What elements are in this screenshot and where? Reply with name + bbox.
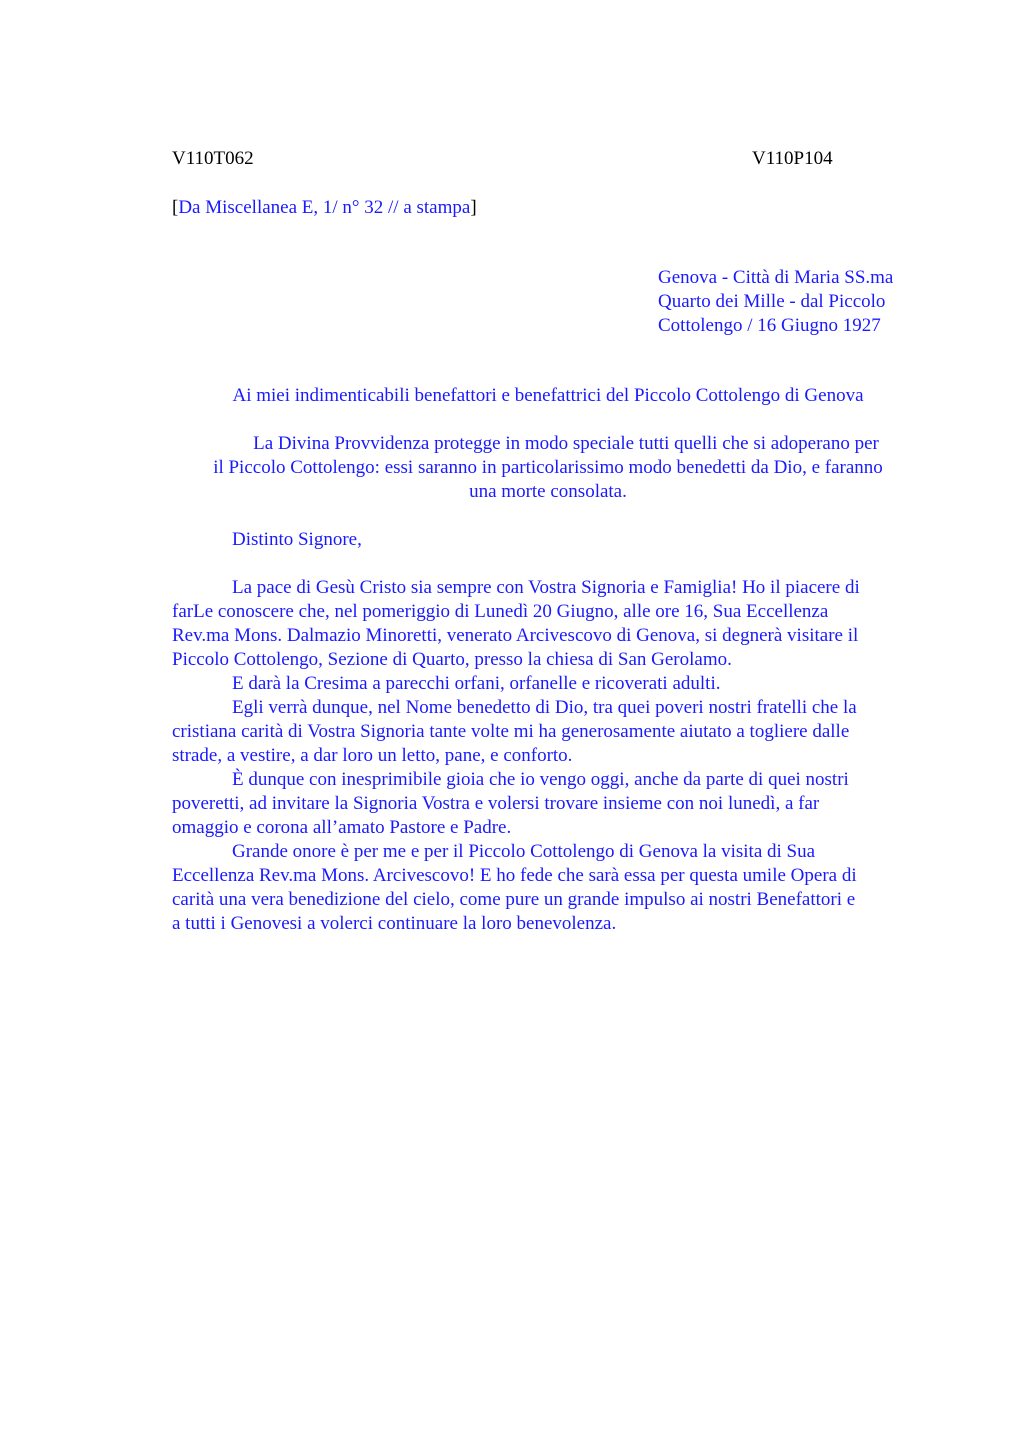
dedication-heading: Ai miei indimenticabili benefattori e benefattrici del Piccolo Cottolengo di Genova	[232, 385, 864, 406]
body-line: La pace di Gesù Cristo sia sempre con Vostra Signoria e Famiglia! Ho il piacere di	[232, 577, 860, 598]
body-line: poveretti, ad invitare la Signoria Vostra e volersi trovare insieme con noi lunedì, a far	[172, 793, 820, 814]
body-line: carità una vera benedizione del cielo, come pure un grande impulso ai nostri Benefattori e	[172, 889, 856, 910]
source-bracket-open: [	[172, 197, 179, 218]
motto-line: La Divina Provvidenza protegge in modo speciale tutti quelli che si adoperano per	[253, 433, 879, 454]
body-line: È dunque con inesprimibile gioia che io vengo oggi, anche da parte di quei nostri	[232, 769, 849, 790]
body-line: Rev.ma Mons. Dalmazio Minoretti, venerato Arcivescovo di Genova, si degnerà visitare il	[172, 625, 859, 646]
place-date-line: Quarto dei Mille - dal Piccolo	[658, 291, 886, 312]
body-line: Grande onore è per me e per il Piccolo Cottolengo di Genova la visita di Sua	[232, 841, 816, 862]
place-date-line: Genova - Città di Maria SS.ma	[658, 267, 894, 288]
source-bracket-close: ]	[470, 197, 477, 218]
motto-paragraph	[172, 432, 924, 504]
salutation: Distinto Signore,	[232, 529, 362, 550]
body-line: Piccolo Cottolengo, Sezione di Quarto, presso la chiesa di San Gerolamo.	[172, 649, 732, 670]
motto-line: il Piccolo Cottolengo: essi saranno in particolarissimo modo benedetti da Dio, e faranno	[213, 457, 883, 478]
body-line: a tutti i Genovesi a volerci continuare la loro benevolenza.	[172, 913, 617, 934]
body-line: omaggio e corona all’amato Pastore e Padre.	[172, 817, 512, 838]
document-code-right: V110P104	[752, 148, 833, 169]
body-line: E darà la Cresima a parecchi orfani, orfanelle e ricoverati adulti.	[232, 673, 721, 694]
body-line: Egli verrà dunque, nel Nome benedetto di Dio, tra quei poveri nostri fratelli che la	[232, 697, 857, 718]
body-line: farLe conoscere che, nel pomeriggio di Lunedì 20 Giugno, alle ore 16, Sua Eccellenza	[172, 601, 829, 622]
place-date-line: Cottolengo / 16 Giugno 1927	[658, 315, 881, 336]
source-note	[172, 196, 477, 220]
body-line: Eccellenza Rev.ma Mons. Arcivescovo! E ho fede che sarà essa per questa umile Opera di	[172, 865, 857, 886]
place-date-block	[658, 266, 938, 338]
motto-line: una morte consolata.	[469, 481, 627, 502]
letter-body	[172, 576, 924, 936]
body-line: strade, a vestire, a dar loro un letto, pane, e conforto.	[172, 745, 573, 766]
body-line: cristiana carità di Vostra Signoria tante volte mi ha generosamente aiutato a togliere dalle	[172, 721, 850, 742]
document-code-left: V110T062	[172, 148, 254, 169]
source-text: Da Miscellanea E, 1/ n° 32 // a stampa	[178, 197, 471, 218]
